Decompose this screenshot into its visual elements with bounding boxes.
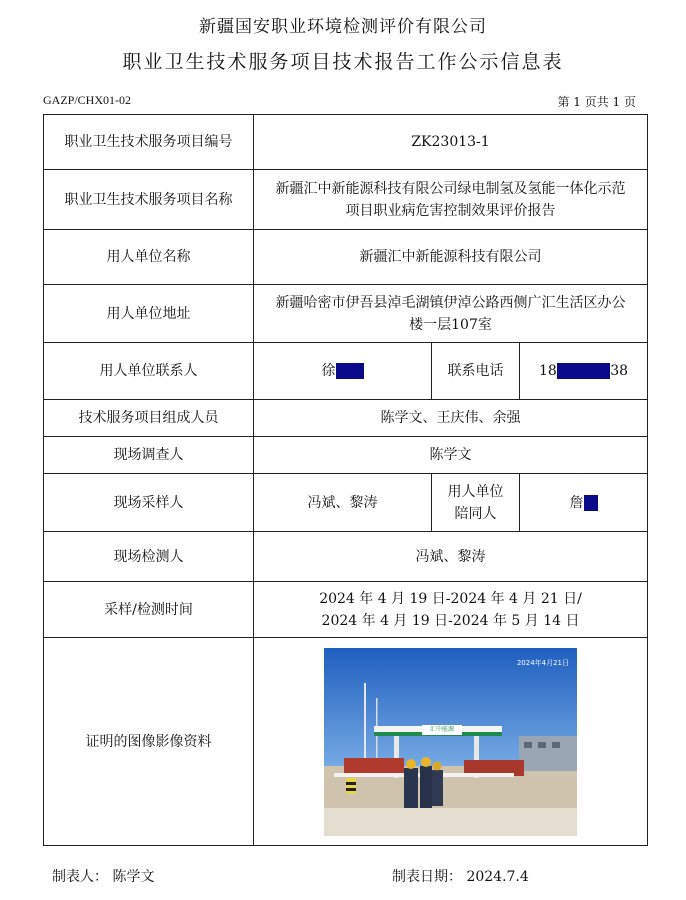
phone-prefix: 18: [538, 363, 557, 379]
contact-label: 用人单位联系人: [44, 343, 254, 400]
time-label: 采样/检测时间: [44, 582, 254, 638]
redaction-mark: 某某: [335, 363, 364, 379]
photo-date-stamp: 2024年4月21日: [516, 658, 570, 667]
page-title: 职业卫生技术服务项目技术报告工作公示信息表: [122, 51, 564, 73]
employer-name-label: 用人单位名称: [44, 230, 254, 285]
row-employer-name: [44, 230, 648, 285]
row-time: [44, 582, 648, 638]
employer-name-value: 新疆汇中新能源科技有限公司: [254, 230, 648, 285]
table-date: 制表日期： 2024.7.4: [392, 869, 529, 885]
station-sign-text: 汇中能源: [430, 725, 455, 733]
redaction-mark: 某: [583, 494, 598, 511]
team-value: 陈学文、王庆伟、余强: [254, 400, 648, 437]
phone-suffix: 38: [610, 363, 629, 379]
employer-address-value: 新疆哈密市伊吾县淖毛湖镇伊淖公路西侧广汇生活区办公楼一层107室: [254, 285, 648, 343]
table-maker: 制表人： 陈学文: [52, 869, 155, 885]
phone-label: 联系电话: [432, 343, 520, 400]
row-investigator: [44, 437, 648, 474]
sampler-label: 现场采样人: [44, 474, 254, 532]
sampler-value: 冯斌、黎涛: [254, 474, 432, 532]
redaction-mark: 000000: [556, 363, 611, 379]
evidence-photo: [324, 648, 577, 836]
escort-label: 用人单位陪同人: [432, 474, 520, 532]
row-sampler: [44, 474, 648, 532]
project-name-label: 职业卫生技术服务项目名称: [44, 170, 254, 230]
time-value: [254, 582, 648, 638]
company-name: 新疆国安职业环境检测评价有限公司: [199, 17, 487, 37]
row-contact: [44, 343, 648, 400]
info-table: [43, 114, 648, 846]
row-image: [44, 638, 648, 846]
tester-label: 现场检测人: [44, 532, 254, 582]
phone-value: [520, 343, 648, 400]
project-no-label: 职业卫生技术服务项目编号: [44, 115, 254, 170]
tester-value: 冯斌、黎涛: [254, 532, 648, 582]
escort-visible: 詹: [569, 494, 584, 511]
team-label: 技术服务项目组成人员: [44, 400, 254, 437]
investigator-label: 现场调查人: [44, 437, 254, 474]
document-code: GAZP/CHX01-02: [43, 93, 132, 107]
page-info: 第 1 页共 1 页: [557, 95, 636, 109]
escort-value: [520, 474, 648, 532]
row-tester: [44, 532, 648, 582]
time-line-1: 2024 年 4 月 19 日-2024 年 4 月 21 日/: [319, 590, 582, 607]
row-employer-address: [44, 285, 648, 343]
project-name-value: 新疆汇中新能源科技有限公司绿电制氢及氢能一体化示范项目职业病危害控制效果评价报告: [254, 170, 648, 230]
time-line-2: 2024 年 4 月 19 日-2024 年 5 月 14 日: [321, 612, 580, 629]
project-no-value: ZK23013-1: [254, 115, 648, 170]
contact-name: [254, 343, 432, 400]
row-project-no: [44, 115, 648, 170]
photo-illustration: [324, 648, 577, 836]
photo-wrap: [262, 648, 639, 836]
employer-address-label: 用人单位地址: [44, 285, 254, 343]
contact-name-visible: 徐: [321, 363, 336, 379]
investigator-value: 陈学文: [254, 437, 648, 474]
image-cell: [254, 638, 648, 846]
row-project-name: [44, 170, 648, 230]
row-team: [44, 400, 648, 437]
image-label: 证明的图像影像资料: [44, 638, 254, 846]
